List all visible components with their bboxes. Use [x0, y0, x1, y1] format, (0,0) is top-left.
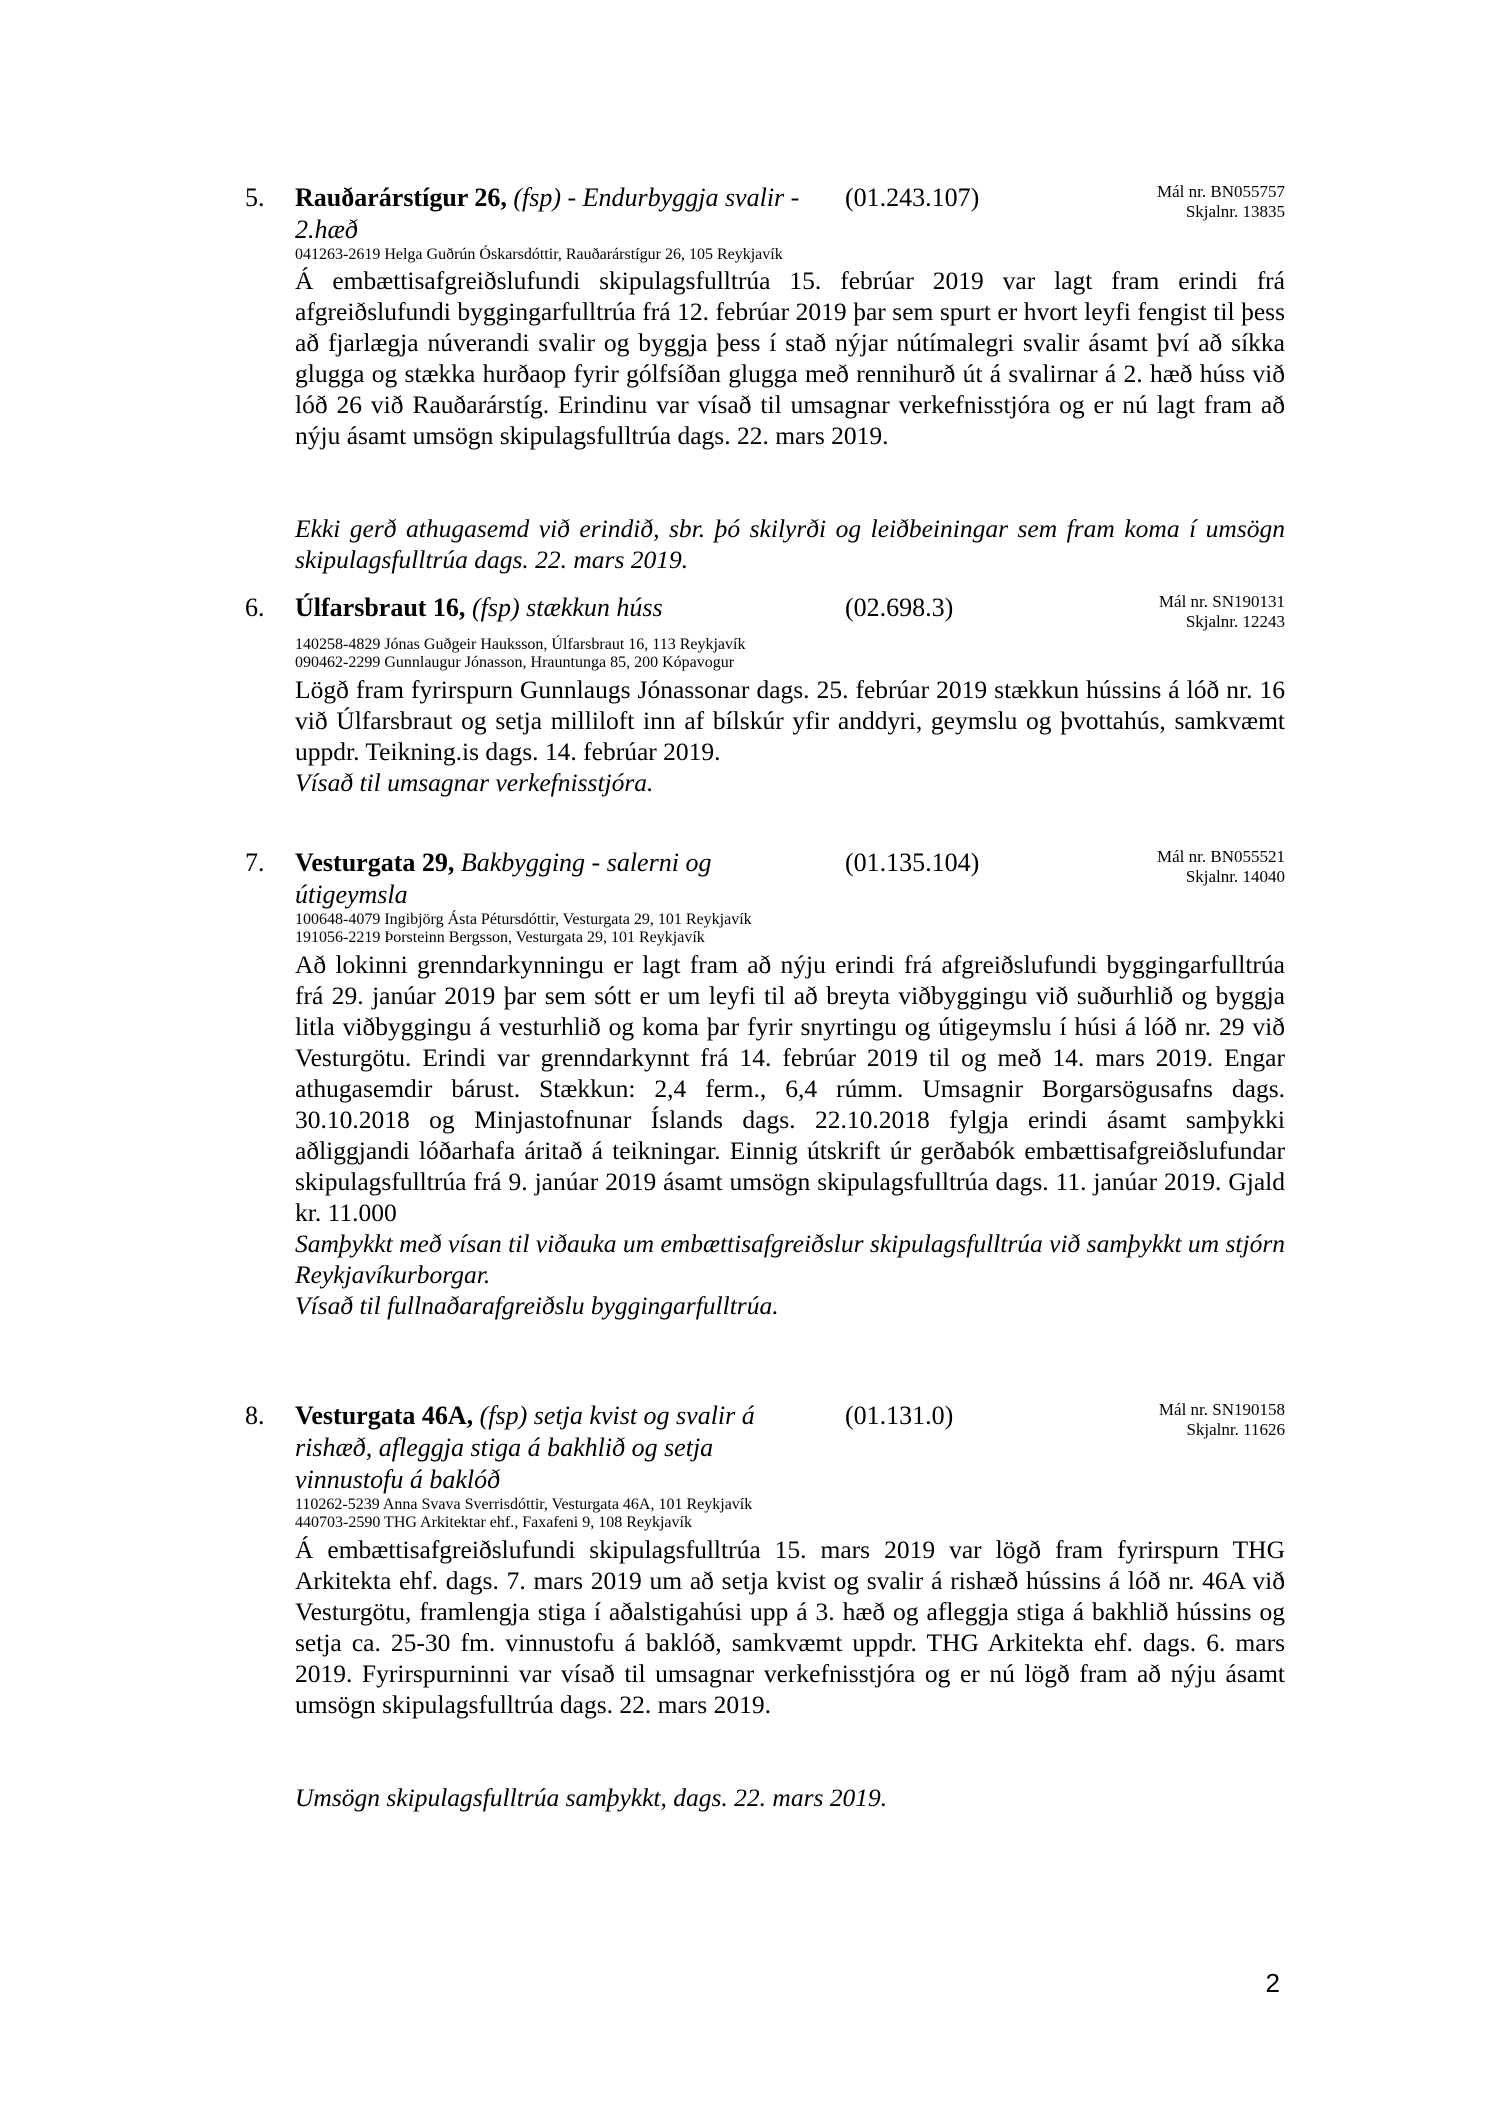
address: Rauðarárstígur 26,: [295, 183, 507, 212]
item-conclusion: Ekki gerð athugasemd við erindið, sbr. þó skilyrði og leiðbeiningar sem fram koma í umsögn skipulagsfulltrúa dags. 22. mars 2019.: [295, 514, 1285, 574]
case-number: Mál nr. SN190158: [1158, 1400, 1285, 1419]
applicant: 110262-5239 Anna Svava Sverrisdóttir, Vesturgata 46A, 101 Reykjavík: [295, 1496, 753, 1513]
document-number: Skjalnr. 11626: [1186, 1420, 1285, 1439]
case-info: [1157, 847, 1285, 887]
item-number: 7.: [245, 848, 265, 877]
subject: (fsp) stækkun húss: [465, 593, 663, 622]
item-body: Að lokinni grenndarkynningu er lagt fram að nýju erindi frá afgreiðslufundi byggingarfulltrúa frá 29. janúar 2019 þar sem sótt er um leyfi til að breyta viðbyggingu við suðurhlið og byggja litla viðbyggingu á vesturhlið og koma þar fyrir snyrtingu og útigeymslu í húsi á lóð nr. 29 við Vesturgötu. Erindi var grenndarkynnt frá 14. febrúar 2019 til og með 14. mars 2019. Engar athugasemdir bárust. Stækkun: 2,4 ferm., 6,4 rúmm. Umsagnir Borgarsögusafns dags. 30.10.2018 og Minjastofnunar Íslands dags. 22.10.2018 fylgja erindi ásamt samþykki aðliggjandi lóðarhafa áritað á teikningar. Einnig útskrift úr gerðabók embættisafgreiðslufundar skipulagsfulltrúa frá 9. janúar 2019 ásamt umsögn skipulagsfulltrúa dags. 11. janúar 2019. Gjald kr. 11.000: [295, 950, 1285, 1227]
case-info: [1159, 1400, 1285, 1440]
item-number: 8.: [245, 1401, 265, 1430]
applicant: 090462-2299 Gunnlaugur Jónasson, Hrauntunga 85, 200 Kópavogur: [295, 654, 735, 671]
applicant: 100648-4079 Ingibjörg Ásta Pétursdóttir, Vesturgata 29, 101 Reykjavík: [295, 911, 752, 928]
applicants: [295, 1496, 752, 1532]
case-info: [1159, 592, 1285, 632]
land-number: (01.131.0): [845, 1401, 954, 1430]
subject: (fsp) setja kvist og svalir á rishæð, afleggja stiga á bakhlið og setja vinnustofu á baklóð: [295, 1401, 755, 1494]
document-number: Skjalnr. 13835: [1185, 202, 1285, 221]
page-number: 2: [1265, 1968, 1280, 1998]
applicant: 440703-2590 THG Arkitektar ehf., Faxafeni 9, 108 Reykjavík: [295, 1514, 692, 1531]
case-number: Mál nr. BN055757: [1157, 182, 1285, 201]
document-number: Skjalnr. 14040: [1185, 867, 1285, 886]
subject: Bakbygging - salerni og útigeymsla: [295, 848, 712, 909]
subject: (fsp) - Endurbyggja svalir - 2.hæð: [295, 183, 800, 244]
applicant: 191056-2219 Þorsteinn Bergsson, Vesturgata 29, 101 Reykjavík: [295, 929, 705, 946]
item-conclusion: Samþykkt með vísan til viðauka um embættisafgreiðslur skipulagsfulltrúa við samþykkt um stjórn Reykjavíkurborgar. Vísað til fullnaðarafgreiðslu byggingarfulltrúa.: [295, 1229, 1285, 1320]
item-title: [295, 847, 815, 911]
item-conclusion: Vísað til umsagnar verkefnisstjóra.: [295, 768, 654, 797]
item-body: Á embættisafgreiðslufundi skipulagsfulltrúa 15. febrúar 2019 var lagt fram erindi frá afgreiðslufundi byggingarfulltrúa frá 12. febrúar 2019 þar sem spurt er hvort leyfi fengist til þess að fjarlægja núverandi svalir og byggja þess í stað nýjar nútímalegri svalir ásamt því að síkka glugga og stækka hurðaop fyrir gólfsíðan glugga með rennihurð út á svalirnar á 2. hæð húss við lóð 26 við Rauðarárstíg. Erindinu var vísað til umsagnar verkefnisstjóra og er nú lagt fram að nýju ásamt umsögn skipulagsfulltrúa dags. 22. mars 2019.: [295, 266, 1285, 450]
land-number: (02.698.3): [845, 593, 954, 622]
item-title: [295, 1400, 815, 1496]
item-body: Lögð fram fyrirspurn Gunnlaugs Jónassonar dags. 25. febrúar 2019 stækkun hússins á lóð nr. 16 við Úlfarsbraut og setja milliloft inn af bílskúr yfir anddyri, geymslu og þvottahús, samkvæmt uppdr. Teikning.is dags. 14. febrúar 2019.: [295, 675, 1285, 766]
item-conclusion: Umsögn skipulagsfulltrúa samþykkt, dags. 22. mars 2019.: [295, 1783, 888, 1812]
address: Úlfarsbraut 16,: [295, 593, 466, 622]
address: Vesturgata 46A,: [295, 1401, 474, 1430]
case-number: Mál nr. BN055521: [1157, 847, 1285, 866]
document-number: Skjalnr. 12243: [1185, 612, 1285, 631]
case-number: Mál nr. SN190131: [1158, 592, 1285, 611]
address: Vesturgata 29,: [295, 848, 455, 877]
land-number: (01.135.104): [845, 848, 980, 877]
case-info: [1157, 182, 1285, 222]
applicants: [295, 911, 752, 947]
land-number: (01.243.107): [845, 183, 980, 212]
applicant: 140258-4829 Jónas Guðgeir Hauksson, Úlfarsbraut 16, 113 Reykjavík: [295, 636, 746, 653]
item-number: 6.: [245, 593, 265, 622]
applicants: [295, 246, 783, 264]
item-title: [295, 182, 815, 246]
item-number: 5.: [245, 183, 265, 212]
item-title: [295, 592, 815, 624]
applicants: [295, 636, 745, 672]
applicant: 041263-2619 Helga Guðrún Óskarsdóttir, Rauðarárstígur 26, 105 Reykjavík: [295, 246, 783, 263]
item-body: Á embættisafgreiðslufundi skipulagsfulltrúa 15. mars 2019 var lögð fram fyrirspurn THG Arkitekta ehf. dags. 7. mars 2019 um að setja kvist og svalir á rishæð hússins á lóð nr. 46A við Vesturgötu, framlengja stiga í aðalstigahúsi upp á 3. hæð og afleggja stiga á bakhlið hússins og setja ca. 25-30 fm. vinnustofu á baklóð, samkvæmt uppdr. THG Arkitekta ehf. dags. 6. mars 2019. Fyrirspurninni var vísað til umsagnar verkefnisstjóra og er nú lögð fram að nýju ásamt umsögn skipulagsfulltrúa dags. 22. mars 2019.: [295, 1535, 1285, 1719]
